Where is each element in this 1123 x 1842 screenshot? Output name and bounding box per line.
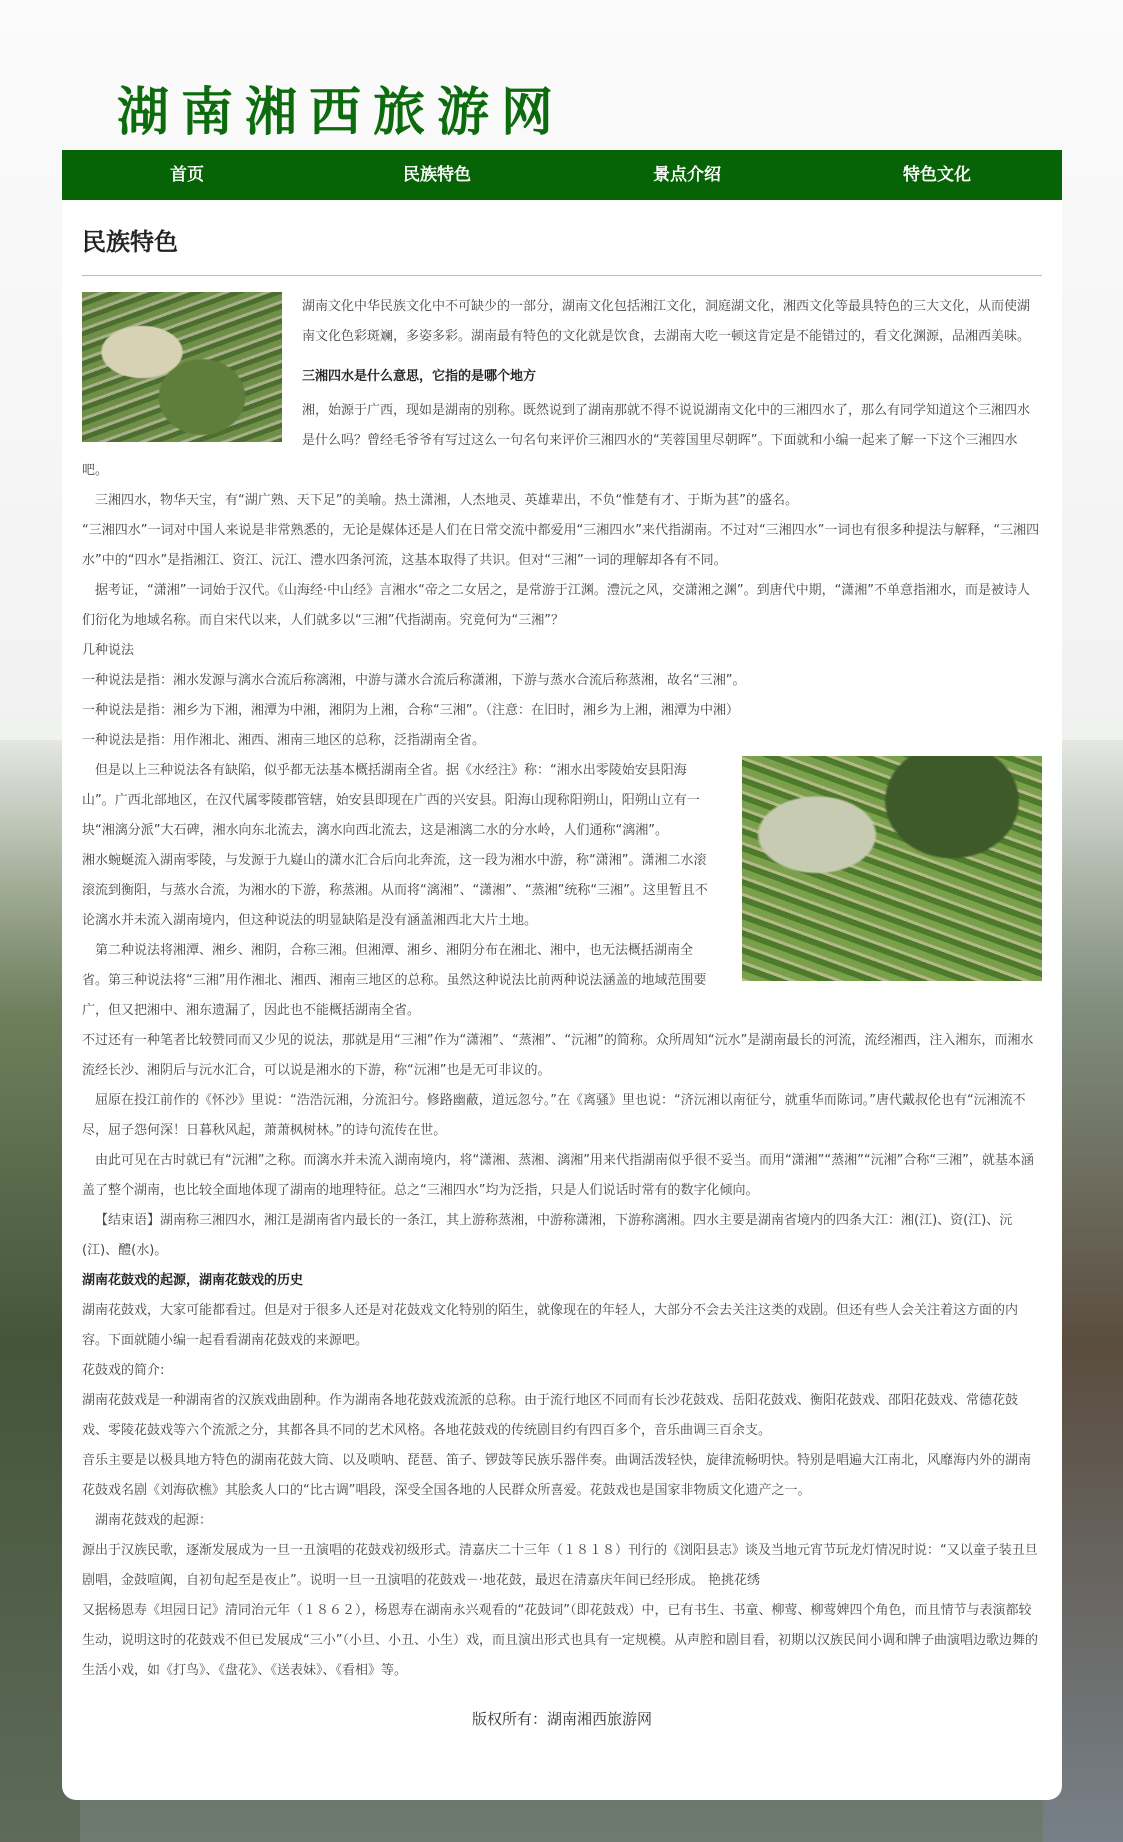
paragraph: “三湘四水”一词对中国人来说是非常熟悉的，无论是媒体还是人们在日常交流中都爱用“三湘四水”来代指湖南。不过对“三湘四水”一词也有很多种提法与解释，“三湘四水”中的“四水”是指湘江、资江、沅江、澧水四条河流，这基本取得了共识。但对“三湘”一词的理解却各有不同。 [82,523,1040,568]
paragraph: 湖南花鼓戏的起源： [95,1513,213,1528]
paragraph: 湘水蜿蜒流入湖南零陵，与发源于九嶷山的潇水汇合后向北奔流，这一段为湘水中游，称“潇湘”。潇湘二水滚滚流到衡阳，与蒸水合流，为湘水的下游，称蒸湘。从而将“漓湘”、“潇湘”、“蒸湘”统称“三湘”。这里暂且不论漓水并未流入湖南境内，但这种说法的明显缺陷是没有涵盖湘西北大片土地。 [82,853,708,928]
paragraph: 又据杨恩寿《坦园日记》清同治元年（１８６２），杨恩寿在湖南永兴观看的“花鼓词”（即花鼓戏）中，已有书生、书童、柳莺、柳莺婢四个角色，而且情节与表演都较生动，说明这时的花鼓戏不但已发展成“三小”（小旦、小丑、小生）戏，而且演出形式也具有一定规模。从声腔和剧目看，初期以汉族民间小调和牌子曲演唱边歌边舞的生活小戏，如《打鸟》、《盘花》、《送表妹》、《看相》等。 [82,1603,1038,1678]
nav-item-ethnic-features[interactable]: 民族特色 [403,165,471,185]
paragraph: 花鼓戏的简介: [82,1363,165,1378]
paragraph: 据考证，“潇湘”一词始于汉代。《山海经·中山经》言湘水“帝之二女居之，是常游于江渊。澧沅之风，交潇湘之渊”。到唐代中期，“潇湘”不单意指湘水，而是被诗人们衍化为地域名称。而自宋代以来，人们就多以“三湘”代指湖南。究竟何为“三湘”？ [82,583,1031,628]
terraced-fields-image [82,292,282,442]
main-content [62,200,1062,1800]
nav-item-culture[interactable]: 特色文化 [903,165,971,185]
paragraph: 屈原在投江前作的《怀沙》里说：“浩浩沅湘，分流汩兮。修路幽蔽，道远忽兮。”在《离骚》里也说：“济沅湘以南征兮，就重华而陈词。”唐代戴叔伦也有“沅湘流不尽，屈子怨何深！日暮秋风起，萧萧枫树林。”的诗句流传在世。 [82,1093,1026,1138]
paragraph: 源出于汉族民歌，逐渐发展成为一旦一丑演唱的花鼓戏初级形式。清嘉庆二十三年（１８１８）刊行的《浏阳县志》谈及当地元宵节玩龙灯情况时说：“又以童子装丑旦剧唱，金鼓喧阗，自初旬起至是夜止”。说明一旦一丑演唱的花鼓戏－·地花鼓，最迟在清嘉庆年间已经形成。 艳挑花绣 [82,1543,1038,1588]
nav-item-home[interactable]: 首页 [170,165,204,185]
paragraph: 湘，始源于广西，现如是湖南的别称。既然说到了湖南那就不得不说说湖南文化中的三湘四水了，那么有同学知道这个三湘四水是什么吗？曾经毛爷爷有写过这么一句名句来评价三湘四水的“芙蓉国里尽朝晖”。下面就和小编一起来了解一下这个三湘四水吧。 [82,403,1031,478]
paragraph: 湖南花鼓戏，大家可能都看过。但是对于很多人还是对花鼓戏文化特别的陌生，就像现在的年轻人，大部分不会去关注这类的戏剧。但还有些人会关注着这方面的内容。下面就随小编一起看看湖南花鼓戏的来源吧。 [82,1303,1019,1348]
paragraph: 一种说法是指：湘乡为下湘，湘潭为中湘，湘阴为上湘，合称“三湘”。（注意：在旧时，湘乡为上湘，湘潭为中湘） [82,703,739,718]
paragraph: 一种说法是指：用作湘北、湘西、湘南三地区的总称，泛指湖南全省。 [82,733,486,748]
paragraph: 一种说法是指：湘水发源与漓水合流后称漓湘，中游与潇水合流后称潇湘，下游与蒸水合流后称蒸湘，故名“三湘”。 [82,673,746,688]
paragraph: 但是以上三种说法各有缺陷，似乎都无法基本概括湖南全省。据《水经注》称：“湘水出零陵始安县阳海山”。广西北部地区，在汉代属零陵郡管辖，始安县即现在广西的兴安县。阳海山现称阳朔山，阳朔山立有一块“湘漓分派”大石碑，湘水向东北流去，漓水向西北流去，这是湘漓二水的分水岭，人们通称“漓湘”。 [82,763,700,838]
paragraph: 湖南花鼓戏是一种湖南省的汉族戏曲剧种。作为湖南各地花鼓戏流派的总称。由于流行地区不同而有长沙花鼓戏、岳阳花鼓戏、衡阳花鼓戏、邵阳花鼓戏、常德花鼓戏、零陵花鼓戏等六个流派之分，其都各具不同的艺术风格。各地花鼓戏的传统剧目约有四百多个，音乐曲调三百余支。 [82,1393,1019,1438]
nav-item-attractions[interactable]: 景点介绍 [653,165,721,185]
article-body [82,292,1042,1686]
paragraph: 不过还有一种笔者比较赞同而又少见的说法，那就是用“三湘”作为“潇湘”、“蒸湘”、“沅湘”的简称。众所周知“沅水”是湖南最长的河流，流经湘西，注入湘东，而湘水流经长沙、湘阴后与沅水汇合，可以说是湘水的下游，称“沅湘”也是无可非议的。 [82,1033,1034,1078]
paragraph: 【结束语】湖南称三湘四水，湘江是湖南省内最长的一条江，其上游称蒸湘，中游称潇湘，下游称漓湘。四水主要是湖南省境内的四条大江：湘(江)、资(江)、沅(江)、醴(水)。 [82,1213,1013,1258]
paragraph: 几种说法 [82,643,135,658]
paragraph: 由此可见在古时就已有“沅湘”之称。而漓水并未流入湖南境内，将“潇湘、蒸湘、漓湘”用来代指湖南似乎很不妥当。而用“潇湘”“蒸湘”“沅湘”合称“三湘”，就基本涵盖了整个湖南，也比较全面地体现了湖南的地理特征。总之“三湘四水”均为泛指，只是人们说话时常有的数字化倾向。 [82,1153,1034,1198]
site-logo[interactable]: 湖南湘西旅游网 [117,82,566,143]
terraced-fields-large-image [742,756,1042,981]
article-heading-huaguxi: 湖南花鼓戏的起源，湖南花鼓戏的历史 [82,1273,304,1288]
paragraph: 三湘四水，物华天宝，有“湖广熟、天下足”的美喻。热土潇湘，人杰地灵、英雄辈出，不负“惟楚有才、于斯为甚”的盛名。 [95,493,798,508]
page-container [62,0,1062,1800]
paragraph: 音乐主要是以极具地方特色的湖南花鼓大筒、以及唢呐、琵琶、笛子、锣鼓等民族乐器伴奏。曲调活泼轻快，旋律流畅明快。特别是唱遍大江南北，风靡海内外的湖南花鼓戏名剧《刘海砍樵》其脍炙人口的“比古调”唱段，深受全国各地的人民群众所喜爱。花鼓戏也是国家非物质文化遗产之一。 [82,1453,1032,1498]
article-heading-sanxiang: 三湘四水是什么意思，它指的是哪个地方 [302,369,537,384]
main-nav [62,150,1062,200]
article-intro: 湖南文化中华民族文化中不可缺少的一部分，湖南文化包括湘江文化，洞庭湖文化，湘西文化等最具特色的三大文化，从而使湖南文化色彩斑斓，多姿多彩。湖南最有特色的文化就是饮食，去湖南大吃一顿这肯定是不能错过的，看文化渊源，品湘西美味。 [302,299,1031,344]
page-title: 民族特色 [82,200,1042,276]
paragraph: 第二种说法将湘潭、湘乡、湘阴，合称三湘。但湘潭、湘乡、湘阴分布在湘北、湘中，也无法概括湖南全省。第三种说法将“三湘”用作湘北、湘西、湘南三地区的总称。虽然这种说法比前两种说法涵盖的地域范围要广，但又把湘中、湘东遗漏了，因此也不能概括湖南全省。 [82,943,707,1018]
footer-copyright: 版权所有：湖南湘西旅游网 [471,1710,652,1728]
